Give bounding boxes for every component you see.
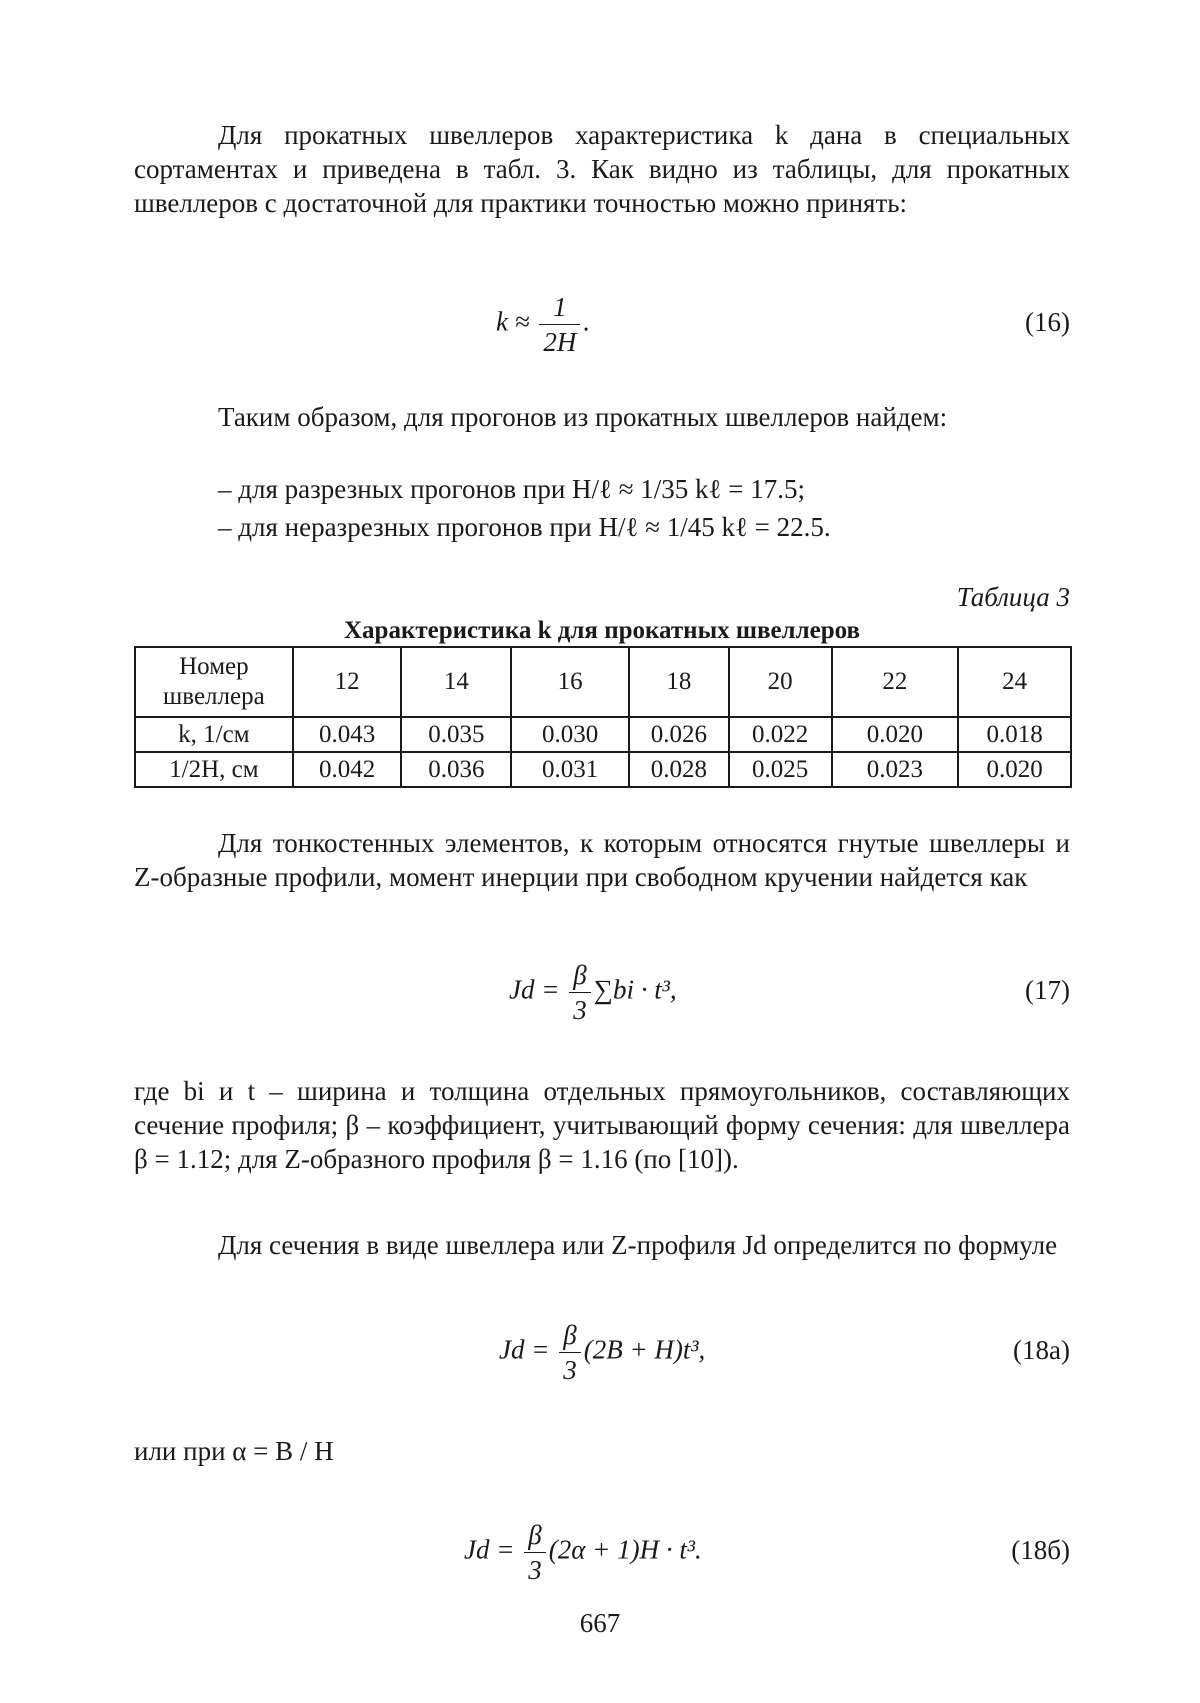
formula-number: (18а) — [1013, 1335, 1070, 1365]
table-row — [135, 717, 1071, 752]
table-cell: 0.035 — [401, 717, 511, 752]
table-cell: 0.022 — [729, 717, 832, 752]
table-cell: 0.026 — [629, 717, 729, 752]
header-cell: 12 — [293, 647, 402, 717]
table-cell: 0.020 — [832, 717, 959, 752]
header-cell: 14 — [401, 647, 511, 717]
formula-number: (18б) — [1011, 1535, 1070, 1565]
header-cell: 22 — [832, 647, 959, 717]
paragraph-intro: Для прокатных швеллеров характеристика k дана в специальных сортаментах и приведена в табл. 3. Как видно из таблицы, для прокатных швеллеров с достаточной для практики точностью можно принять: — [134, 120, 1070, 218]
formula-16: k ≈ $\frac{1}{2H}$ . (16) — [496, 292, 1070, 357]
header-cell: 20 — [729, 647, 832, 717]
channel-table — [134, 646, 1072, 788]
table-cell: 0.028 — [629, 752, 729, 787]
paragraph-thin-walled: Для тонкостенных элементов, к которым относятся гнутые швеллеры и Z-образные профили, момент инерции при свободном кручении найдется как — [134, 828, 1070, 892]
row-label-cell: 1/2H, см — [135, 752, 293, 787]
paragraph-alpha: или при α = B / H — [134, 1436, 334, 1466]
table-cell: 0.042 — [293, 752, 402, 787]
table-cell: 0.030 — [511, 717, 629, 752]
paragraph-channel-section: Для сечения в виде швеллера или Z-профиля Jd определится по формуле — [218, 1230, 1058, 1260]
formula-18b: Jd = $\frac{\beta}{3}$ (2α + 1)H · t³. (18б) — [464, 1520, 1070, 1585]
table-cell: 0.020 — [958, 752, 1071, 787]
page-number: 667 — [579, 1608, 621, 1638]
formula-number: (17) — [1025, 975, 1070, 1005]
list-item-cut-purlins: – для разрезных прогонов при H/ℓ ≈ 1/35 kℓ = 17.5; — [218, 474, 805, 504]
list-item-continuous-purlins: – для неразрезных прогонов при H/ℓ ≈ 1/45 kℓ = 22.5. — [218, 512, 831, 542]
table-cell: 0.023 — [832, 752, 959, 787]
formula-number: (16) — [1025, 307, 1070, 337]
table-cell: 0.025 — [729, 752, 832, 787]
row-label-cell: k, 1/см — [135, 717, 293, 752]
paragraph-where: где bi и t – ширина и толщина отдельных прямоугольников, составляющих сечение профиля; β – коэффициент, учитывающий форму сечения: для швеллера β = 1.12; для Z-образного профиля β = 1.16 (по [10]). — [134, 1076, 1070, 1174]
formula-17: Jd = $\frac{\beta}{3}$ ∑bi · t³, (17) — [509, 960, 1070, 1025]
header-cell: 16 — [511, 647, 629, 717]
header-cell: Номер швеллера — [135, 647, 293, 717]
table-cell: 0.031 — [511, 752, 629, 787]
table-cell: 0.018 — [958, 717, 1071, 752]
table-row — [135, 752, 1071, 787]
header-cell: 24 — [958, 647, 1071, 717]
table-header-row — [135, 647, 1071, 717]
table-cell: 0.043 — [293, 717, 402, 752]
header-cell: 18 — [629, 647, 729, 717]
table-title: Характеристика k для прокатных швеллеров — [344, 617, 860, 644]
paragraph-conclusion: Таким образом, для прогонов из прокатных швеллеров найдем: — [218, 402, 948, 432]
table-label: Таблица 3 — [956, 582, 1070, 612]
table-cell: 0.036 — [401, 752, 511, 787]
formula-18a: Jd = $\frac{\beta}{3}$ (2B + H)t³, (18а) — [499, 1320, 1070, 1385]
